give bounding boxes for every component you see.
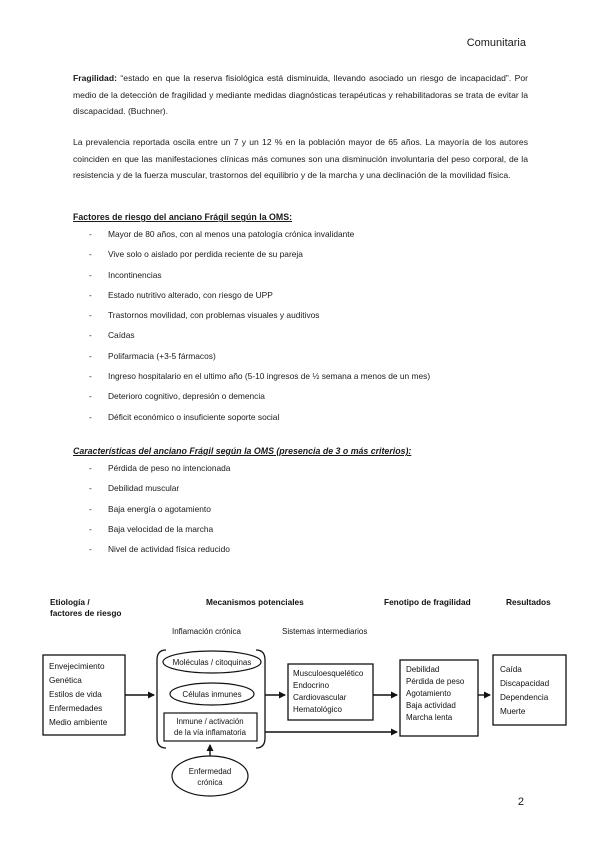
list-item: - Vive solo o aislado por perdida reciente de su pareja	[89, 249, 430, 269]
list-item: - Ingreso hospitalario en el ultimo año (5-10 ingresos de ½ semana a menos de un mes)	[89, 371, 430, 391]
list-item: - Pérdida de peso no intencionada	[89, 463, 230, 483]
frailty-diagram	[40, 592, 570, 797]
chronic-disease-line1: Enfermedad	[188, 767, 232, 776]
result-item: Caída	[500, 665, 522, 674]
fragility-definition	[73, 70, 528, 120]
list-item: - Baja velocidad de la marcha	[89, 524, 230, 544]
phenotype-item: Agotamiento	[406, 689, 451, 698]
list-item: - Trastornos movilidad, con problemas visuales y auditivos	[89, 310, 430, 330]
definition-text: “estado en que la reserva fisiológica está disminuida, llevando asociado un riesgo de incapacidad”. Por medio de la detección de fragilidad y mediante medidas diagnósticas terapéuticas y rehabilitadoras se trata de evitar la discapacidad. (Buchner).	[73, 73, 528, 116]
chronic-disease-line2: crónica	[197, 778, 223, 787]
list-item: - Incontinencias	[89, 270, 430, 290]
characteristics-list	[89, 463, 230, 564]
page-number: 2	[517, 796, 524, 808]
etiology-item: Estilos de vida	[49, 690, 102, 699]
systems-subheader: Sistemas intermediarios	[282, 627, 368, 636]
list-item: - Estado nutritivo alterado, con riesgo de UPP	[89, 290, 430, 310]
etiology-item: Genética	[49, 676, 82, 685]
immune-activation-line2: de la vía inflamatoria	[174, 728, 246, 737]
phenotype-item: Debilidad	[406, 665, 440, 674]
results-header: Resultados	[506, 597, 551, 607]
list-item: - Caídas	[89, 330, 430, 350]
list-item: - Deterioro cognitivo, depresión o demencia	[89, 391, 430, 411]
mechanisms-header: Mecanismos potenciales	[206, 597, 304, 607]
system-item: Endocrino	[293, 681, 330, 690]
prevalence-paragraph: La prevalencia reportada oscila entre un 7 y un 12 % en la población mayor de 65 años. La mayoría de los autores coinciden en que las manifestaciones clínicas más comunes son una disminución involuntaria del peso corporal, de la resistencia y de la fuerza muscular, trastornos del equilibrio y de la marcha y una declinación de la movilidad física.	[73, 137, 528, 180]
etiology-item: Enfermedades	[49, 704, 103, 713]
chronic-disease-circle	[172, 756, 248, 796]
phenotype-item: Pérdida de peso	[406, 677, 465, 686]
phenotype-header: Fenotipo de fragilidad	[384, 597, 471, 607]
etiology-header-line2: factores de riesgo	[50, 608, 122, 618]
risk-factors-list	[89, 229, 430, 432]
result-item: Muerte	[500, 707, 526, 716]
system-item: Hematológico	[293, 705, 342, 714]
characteristics-heading: Características del anciano Frágil según la OMS (presencia de 3 o más criterios):	[73, 446, 412, 456]
inflammation-subheader: Inflamación crónica	[172, 627, 241, 636]
list-item: - Baja energía o agotamiento	[89, 504, 230, 524]
risk-factors-heading: Factores de riesgo del anciano Frágil según la OMS:	[73, 212, 292, 222]
list-item: - Déficit económico o insuficiente soporte social	[89, 412, 430, 432]
immune-activation-line1: Inmune / activación	[176, 717, 244, 726]
definition-term: Fragilidad:	[73, 73, 117, 83]
list-item: - Debilidad muscular	[89, 483, 230, 503]
immune-cells-label: Células inmunes	[182, 690, 242, 699]
system-item: Cardiovascular	[293, 693, 347, 702]
list-item: - Nivel de actividad física reducido	[89, 544, 230, 564]
list-item: - Polifarmacia (+3-5 fármacos)	[89, 351, 430, 371]
phenotype-item: Baja actividad	[406, 701, 456, 710]
etiology-item: Medio ambiente	[49, 718, 108, 727]
system-item: Musculoesquelético	[293, 669, 364, 678]
phenotype-item: Marcha lenta	[406, 713, 453, 722]
result-item: Dependencia	[500, 693, 549, 702]
etiology-item: Envejecimiento	[49, 662, 105, 671]
list-item: - Mayor de 80 años, con al menos una patología crónica invalidante	[89, 229, 430, 249]
etiology-header-line1: Etiología /	[50, 597, 90, 607]
molecules-label: Moléculas / citoquinas	[172, 658, 252, 667]
section-header: Comunitaria	[466, 37, 526, 49]
result-item: Discapacidad	[500, 679, 550, 688]
